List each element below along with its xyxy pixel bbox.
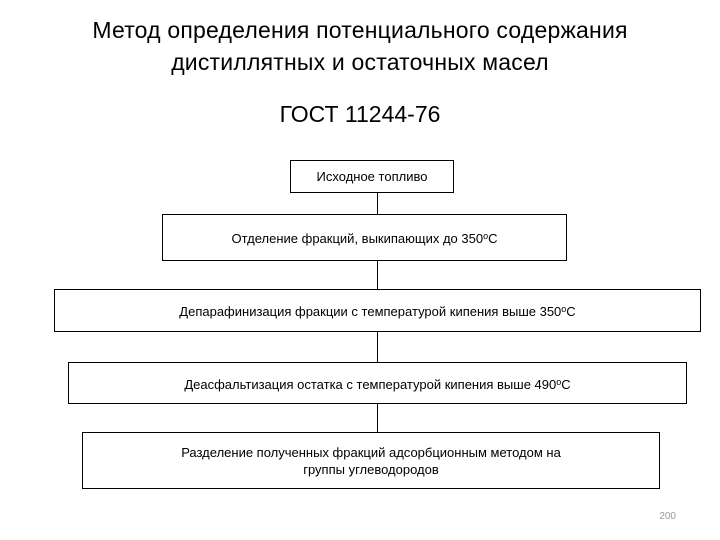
degree-symbol: о (561, 304, 567, 314)
flow-step-adsorption-separation (82, 432, 660, 489)
flow-step-source-fuel-label: Исходное топливо (316, 169, 428, 184)
flow-step-2-text: Отделение фракций, выкипающих до 350 (231, 231, 484, 246)
flow-step-4-unit: С (561, 376, 571, 392)
flow-step-4-text: Деасфальтизация остатка с температурой кипения выше 490 (184, 376, 557, 392)
flow-step-deasphalting (68, 362, 687, 404)
flow-step-5-line-1: Разделение полученных фракций адсорбционным методом на (181, 444, 561, 460)
degree-symbol: о (556, 376, 562, 387)
flow-step-fraction-separation (162, 214, 567, 261)
flow-step-deasphalting-label (184, 374, 570, 393)
flow-step-3-unit: С (566, 304, 576, 319)
slide-title-line-2: дистиллятных и остаточных масел (171, 49, 549, 75)
flow-step-dewaxing-label (179, 301, 575, 320)
slide-title (0, 14, 720, 78)
degree-symbol: о (483, 231, 489, 241)
flow-connector-3 (377, 332, 378, 362)
flow-step-2-unit: С (488, 231, 498, 246)
flow-step-fraction-separation-label (232, 228, 498, 247)
page-number: 200 (659, 511, 676, 522)
flow-step-3-text: Депарафинизация фракции с температурой кипения выше 350 (179, 304, 562, 319)
flow-step-source-fuel (290, 160, 454, 193)
slide-title-line-1: Метод определения потенциального содержания (92, 17, 628, 43)
gost-standard-label: ГОСТ 11244-76 (279, 101, 441, 127)
flow-connector-4 (377, 404, 378, 432)
flow-connector-2 (377, 261, 378, 289)
flow-step-dewaxing (54, 289, 701, 332)
flow-connector-1 (377, 193, 378, 214)
flow-step-5-line-2: группы углеводородов (303, 461, 439, 477)
